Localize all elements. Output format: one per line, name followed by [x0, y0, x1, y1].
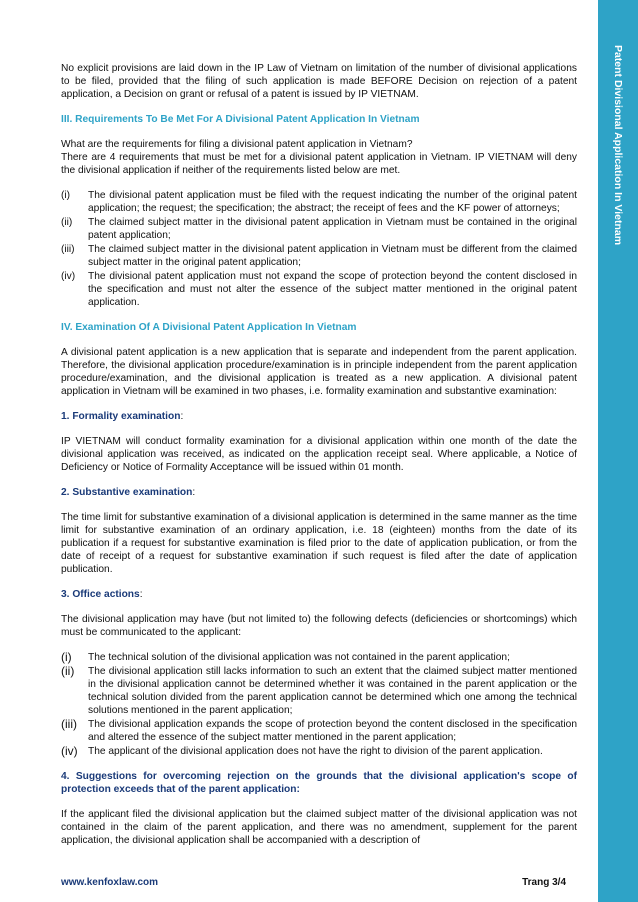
- sidebar-title: Patent Divisional Application In Vietnam: [612, 44, 624, 246]
- defects-list: [61, 651, 577, 758]
- office-actions-text: The divisional application may have (but not limited to) the following defects (deficiencies or shortcomings) which must be communicated to the applicant:: [61, 614, 577, 638]
- document-body: [61, 62, 577, 859]
- formality-text: IP VIETNAM will conduct formality examination for a divisional application within one month of the date the divisional application was received, as indicated on the application receipt seal. Where applicable, a Notice of Deficiency or Notice of Formality Acceptance will be issued within 01 month.: [61, 436, 577, 473]
- section-4-intro: A divisional patent application is a new application that is separate and independent from the parent application. Therefore, the divisional application procedure/examination is in principle independent from the parent application procedure/examination, and the divisional application is treated as a new application. A divisional patent application in Vietnam will be examined in two phases, i.e. formality examination and substantive examination:: [61, 347, 577, 397]
- list-item: (iii) The claimed subject matter in the divisional patent application in Vietnam must be different from the claimed subject matter in the original patent application;: [61, 244, 577, 268]
- list-item: (iii) The divisional application expands the scope of protection beyond the content disclosed in the specification and altered the essence of the subject matter mentioned in the parent application;: [61, 717, 577, 743]
- substantive-text: The time limit for substantive examination of a divisional application is determined in the same manner as the time limit for substantive examination of an ordinary application, i.e. 18 (eighteen) months from the date of its publication if a request for substantive examination is filed prior to the date of application publication, or from the date of receipt of a request for substantive examination if such request is filed after the date of application publication.: [61, 512, 577, 575]
- list-item: (ii) The claimed subject matter in the divisional patent application in Vietnam must be contained in the original patent application;: [61, 217, 577, 241]
- sidebar-banner: [598, 0, 638, 902]
- list-item: (iv) The applicant of the divisional application does not have the right to division of the parent application.: [61, 744, 543, 758]
- substantive-heading: 2. Substantive examination:: [61, 487, 196, 498]
- list-item: (ii) The divisional application still lacks information to such an extent that the claimed subject matter mentioned in the divisional application cannot be determined whether it was contained in the parent application or the technical solution divided from the parent application cannot be determined which one among the technical solutions mentioned in the parent application;: [61, 664, 577, 716]
- section-3-answer: There are 4 requirements that must be met for a divisional patent application in Vietnam. IP VIETNAM will deny the divisional application if neither of the requirements listed below are met.: [61, 152, 577, 176]
- requirements-list: [61, 189, 577, 309]
- footer-website-link[interactable]: www.kenfoxlaw.com: [61, 877, 159, 888]
- section-4-heading: IV. Examination Of A Divisional Patent Application In Vietnam: [61, 322, 357, 333]
- section-3-heading: III. Requirements To Be Met For A Divisional Patent Application In Vietnam: [61, 114, 420, 125]
- page-number: Trang 3/4: [522, 877, 566, 888]
- intro-paragraph: No explicit provisions are laid down in the IP Law of Vietnam on limitation of the number of divisional applications to be filed, provided that the filing of such application is made BEFORE Decision on rejection of a patent application, a Decision on grant or refusal of a patent is issued by IP VIETNAM.: [61, 63, 577, 100]
- office-actions-heading: 3. Office actions:: [61, 589, 143, 600]
- formality-heading: 1. Formality examination:: [61, 411, 184, 422]
- list-item: (i) The technical solution of the divisional application was not contained in the parent application;: [61, 650, 510, 664]
- suggestions-text: If the applicant filed the divisional application but the claimed subject matter of the divisional application was not contained in the claim of the parent application, and there was no amendment, supplement for the parent application, the divisional application shall be accompanied with a description of: [61, 809, 577, 846]
- section-3-question: What are the requirements for filing a divisional patent application in Vietnam?: [61, 139, 413, 150]
- list-item: (i) The divisional patent application must be filed with the request indicating the number of the original patent application; the request; the specification; the abstract; the receipt of fees and the KF power of attorneys;: [61, 190, 577, 214]
- suggestions-heading: 4. Suggestions for overcoming rejection on the grounds that the divisional application's scope of protection exceeds that of the parent application:: [61, 771, 577, 795]
- list-item: (iv) The divisional patent application must not expand the scope of protection beyond the content disclosed in the specification and must not alter the essence of the subject matter mentioned in the original patent application.: [61, 271, 577, 308]
- section-3-intro: [61, 138, 577, 177]
